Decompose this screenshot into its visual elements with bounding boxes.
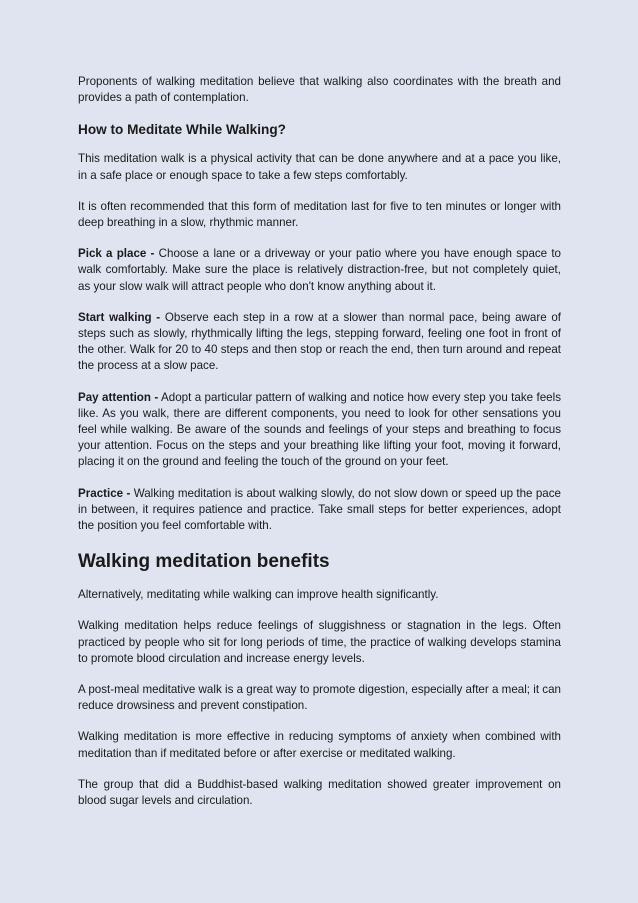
benefit-paragraph: Alternatively, meditating while walking can improve health significantly. <box>78 588 439 602</box>
how-to-heading: How to Meditate While Walking? <box>78 122 286 138</box>
step-label: Pay attention - <box>78 390 159 404</box>
how-paragraph-2: It is often recommended that this form of meditation last for five to ten minutes or longer with deep breathing in a slow, rhythmic manner. <box>78 199 561 230</box>
benefit-paragraph: Walking meditation is more effective in reducing symptoms of anxiety when combined with meditation than if meditated before or after exercise or meditated walking. <box>78 730 561 760</box>
step-label: Start walking - <box>78 310 161 324</box>
step-text: Observe each step in a row at a slower than normal pace, being aware of steps such as slowly, rhythmically lifting the legs, stepping forward, feeling one foot in front of the other. Walk for 20 to 40 steps and then stop or reach the end, then turn around and repeat the process at a slow pace. <box>78 310 562 373</box>
step-text: Adopt a particular pattern of walking and notice how every step you take feels like. As you walk, there are different components, you need to look for other sensations you feel while walking. Be aware of the sounds and feelings of your steps and breathing to focus your attention. Focus on the steps and your breathing like lifting your foot, moving it forward, placing it on the ground and feeling the touch of the ground on your feet. <box>78 390 561 469</box>
benefit-paragraph: Walking meditation helps reduce feelings of sluggishness or stagnation in the legs. Often practiced by people who sit for long periods of time, the practice of walking develops stamina to promote blood circulation and increase energy levels. <box>78 619 561 665</box>
step-pick-place <box>78 246 561 295</box>
benefits-heading: Walking meditation benefits <box>78 551 330 573</box>
step-text: Choose a lane or a driveway or your patio where you have enough space to walk comfortably. Make sure the place is relatively distraction-free, but not completely quiet, as your slow walk will attract people who don't know anything about it. <box>78 247 562 293</box>
step-label: Practice - <box>78 486 131 500</box>
step-text: Walking meditation is about walking slowly, do not slow down or speed up the pace in between, it requires patience and practice. Take small steps for better experiences, adopt the position you feel comfortable with. <box>78 486 561 533</box>
step-start-walking <box>78 310 561 375</box>
step-pay-attention <box>78 390 561 471</box>
step-practice <box>78 486 561 535</box>
step-label: Pick a place - <box>78 247 155 261</box>
benefit-paragraph: The group that did a Buddhist-based walking meditation showed greater improvement on blood sugar levels and circulation. <box>78 777 561 808</box>
benefit-paragraph: A post-meal meditative walk is a great way to promote digestion, especially after a meal; it can reduce drowsiness and prevent constipation. <box>78 683 561 713</box>
how-paragraph-1: This meditation walk is a physical activity that can be done anywhere and at a pace you like, in a safe place or enough space to take a few steps comfortably. <box>78 152 561 182</box>
intro-paragraph: Proponents of walking meditation believe that walking also coordinates with the breath and provides a path of contemplation. <box>78 75 561 105</box>
